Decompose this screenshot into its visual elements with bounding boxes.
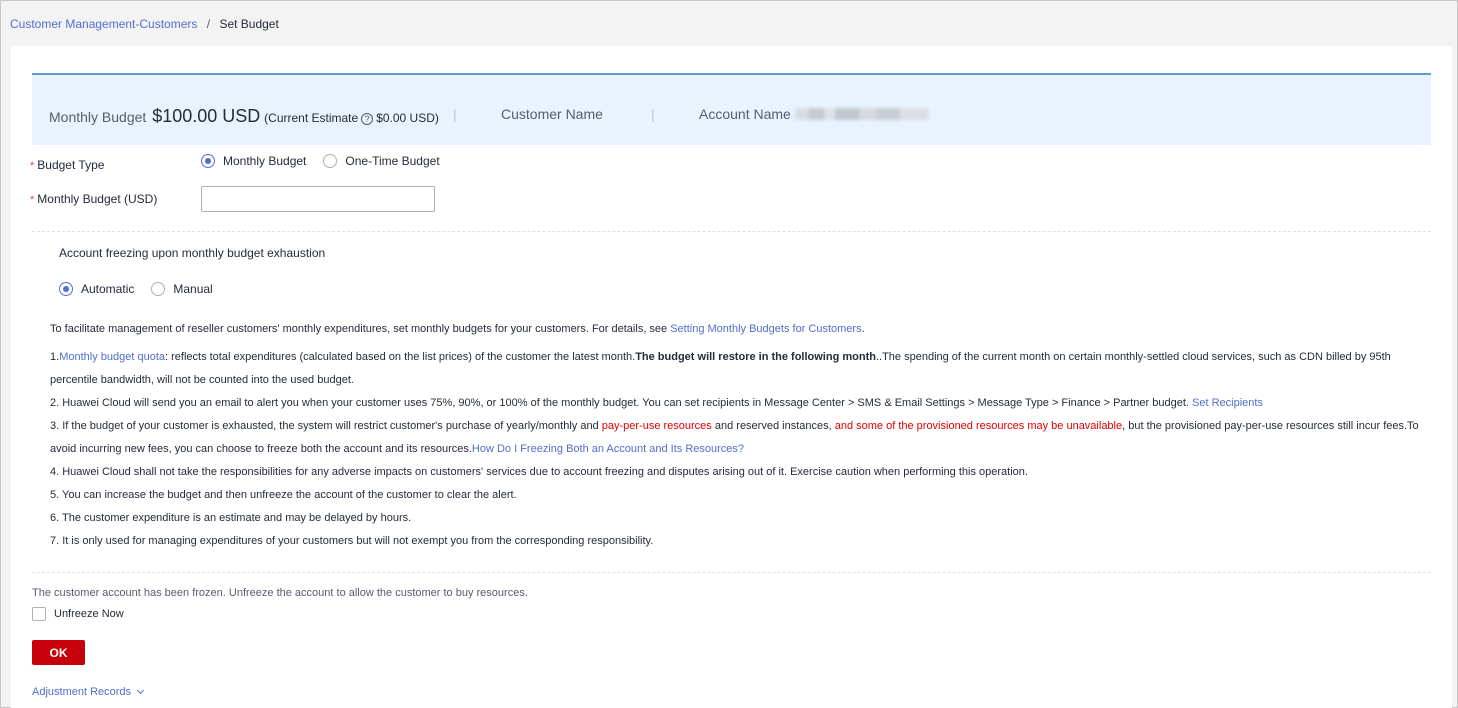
- note-5: 5. You can increase the budget and then unfreeze the account of the customer to clear the alert.: [50, 489, 517, 501]
- budget-type-label-text: Budget Type: [37, 158, 105, 172]
- freezing-radio-group: [59, 282, 230, 296]
- unfreeze-now-label: Unfreeze Now: [54, 608, 124, 620]
- question-circle-icon[interactable]: ?: [361, 113, 373, 125]
- note-intro-text: To facilitate management of reseller customers' monthly expenditures, set monthly budgets for your customers. For details, see: [50, 323, 671, 335]
- radio-monthly-budget[interactable]: [201, 154, 306, 168]
- monthly-budget-quota-link[interactable]: Monthly budget quota: [59, 351, 165, 363]
- account-name-summary: [699, 106, 929, 122]
- unfreeze-now-option[interactable]: [32, 607, 124, 621]
- set-recipients-link[interactable]: Set Recipients: [1192, 397, 1263, 409]
- note-1-bold: The budget will restore in the following month: [635, 351, 876, 363]
- monthly-budget-usd-label: [30, 192, 157, 206]
- note-1: [50, 346, 1430, 392]
- budget-notes: [50, 318, 1430, 553]
- chevron-down-icon: [137, 687, 144, 694]
- note-3-b: and reserved instances,: [711, 420, 835, 432]
- budget-type-label: [30, 158, 104, 172]
- adjustment-records-label: Adjustment Records: [32, 686, 132, 698]
- note-intro: [50, 318, 1430, 341]
- unfreeze-now-checkbox[interactable]: [32, 607, 46, 621]
- monthly-budget-amount: $100.00 USD: [152, 106, 261, 126]
- radio-one-time-budget[interactable]: [323, 154, 439, 168]
- note-2-text: 2. Huawei Cloud will send you an email to alert you when your customer uses 75%, 90%, or 100% of the monthly budget. You can set recipients in Message Center > SMS & Email Settings > Message Type > Finance > Partner budget.: [50, 397, 1192, 409]
- summary-divider: |: [651, 106, 655, 122]
- radio-monthly-budget-label: Monthly Budget: [223, 154, 307, 168]
- note-1-prefix: 1.: [50, 351, 60, 363]
- adjustment-records-toggle[interactable]: [32, 686, 143, 698]
- account-name-label: Account Name: [699, 106, 791, 122]
- breadcrumb-parent-link[interactable]: Customer Management-Customers: [10, 17, 198, 31]
- radio-automatic[interactable]: [59, 282, 134, 296]
- note-intro-end: .: [861, 323, 865, 335]
- note-1-rest: ..The spending of the current month on certain monthly-settled cloud services, such as CDN billed by 95th percentile bandwidth, will not be counted into the used budget.: [50, 351, 1391, 386]
- note-7: 7. It is only used for managing expenditures of your customers but will not exempt you from the corresponding responsibility.: [50, 535, 654, 547]
- budget-card: [11, 46, 1452, 708]
- note-6: 6. The customer expenditure is an estimate and may be delayed by hours.: [50, 512, 412, 524]
- radio-one-time-budget-label: One-Time Budget: [345, 154, 440, 168]
- radio-one-time-budget-circle[interactable]: [323, 154, 337, 168]
- budget-summary-bar: [32, 73, 1431, 145]
- account-name-redacted: [795, 108, 929, 120]
- note-3-red-2: and some of the provisioned resources may be unavailable: [834, 420, 1123, 432]
- breadcrumb: [10, 17, 279, 31]
- note-3: [50, 415, 1430, 461]
- monthly-budget-input[interactable]: [201, 186, 435, 212]
- note-3-red-1: pay-per-use resources: [601, 420, 712, 432]
- monthly-budget-summary-label: Monthly Budget: [49, 109, 147, 125]
- radio-automatic-circle[interactable]: [59, 282, 73, 296]
- radio-monthly-budget-circle[interactable]: [201, 154, 215, 168]
- current-estimate-value: $0.00 USD): [376, 111, 439, 125]
- radio-manual-circle[interactable]: [151, 282, 165, 296]
- breadcrumb-separator: /: [206, 17, 211, 31]
- radio-manual-label: Manual: [173, 282, 213, 296]
- ok-button[interactable]: OK: [32, 640, 85, 665]
- budget-type-radio-group: [201, 154, 457, 168]
- note-3-c: , but the provisioned pay-per-use resources still incur fees.To avoid incurring new fees, you can choose to freeze both the account and its resources.: [50, 420, 1419, 455]
- radio-automatic-label: Automatic: [81, 282, 135, 296]
- required-mark: *: [30, 194, 35, 206]
- note-1-text: : reflects total expenditures (calculated based on the list prices) of the customer the latest month.: [165, 351, 636, 363]
- note-3-a: 3. If the budget of your customer is exhausted, the system will restrict customer's purchase of yearly/monthly and: [50, 420, 602, 432]
- monthly-budget-summary: [49, 106, 439, 127]
- setting-monthly-budgets-link[interactable]: Setting Monthly Budgets for Customers: [670, 323, 862, 335]
- breadcrumb-current: Set Budget: [219, 17, 279, 31]
- required-mark: *: [30, 160, 35, 172]
- customer-name-label: Customer Name: [501, 106, 603, 122]
- summary-divider: |: [453, 106, 457, 122]
- note-2: [50, 392, 1430, 415]
- monthly-budget-usd-label-text: Monthly Budget (USD): [37, 192, 158, 206]
- freezing-account-help-link[interactable]: How Do I Freezing Both an Account and Its Resources?: [471, 443, 745, 455]
- note-4: 4. Huawei Cloud shall not take the responsibilities for any adverse impacts on customers' services due to account freezing and disputes arising out of it. Exercise caution when performing this operation.: [50, 466, 1028, 478]
- freezing-section-title: Account freezing upon monthly budget exhaustion: [59, 246, 326, 260]
- section-divider: [32, 231, 1431, 232]
- current-estimate-label: (Current Estimate: [264, 111, 359, 125]
- account-frozen-message: The customer account has been frozen. Unfreeze the account to allow the customer to buy resources.: [32, 587, 528, 599]
- radio-manual[interactable]: [151, 282, 212, 296]
- section-divider: [32, 572, 1431, 573]
